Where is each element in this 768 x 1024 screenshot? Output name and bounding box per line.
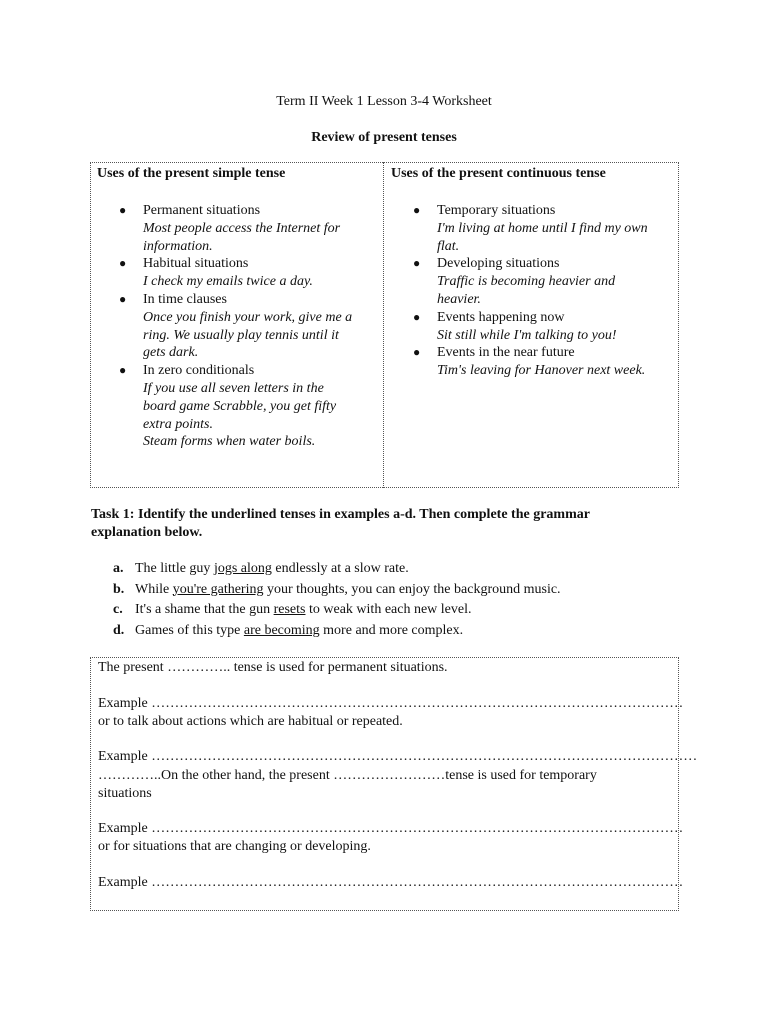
task-instructions — [91, 506, 651, 542]
list-item — [413, 202, 673, 255]
use-example: Steam forms when water boils. — [143, 434, 316, 450]
example-sentence — [135, 621, 463, 642]
fill-line[interactable]: Example ……………………………………………………………………………………………………… — [98, 749, 698, 764]
list-item — [119, 362, 379, 451]
example-letter: c. — [113, 602, 123, 618]
use-label: Developing situations — [437, 256, 560, 272]
use-label: Habitual situations — [143, 256, 249, 272]
bullet-icon: ● — [413, 203, 421, 217]
example-sentence — [135, 559, 409, 580]
task-line: Task 1: Identify the underlined tenses in examples a-d. Then complete the grammar — [91, 507, 590, 522]
sentence-part: It's a shame that the gun — [135, 602, 274, 618]
use-example: flat. — [437, 238, 460, 254]
use-example: board game Scrabble, you get fifty — [143, 398, 337, 414]
use-label: Temporary situations — [437, 203, 556, 218]
task-line: explanation below. — [91, 525, 203, 540]
fill-line[interactable]: Example …………………………………………………………………………………………………… — [98, 875, 684, 890]
list-item — [119, 291, 379, 362]
use-label: Permanent situations — [143, 203, 261, 218]
bullet-icon: ● — [119, 203, 127, 217]
list-item — [413, 255, 673, 308]
use-example: gets dark. — [143, 345, 199, 361]
present-continuous-uses-list — [413, 202, 673, 380]
example-letter: b. — [113, 581, 125, 597]
list-item — [413, 344, 673, 380]
use-label: Events happening now — [437, 309, 565, 325]
sentence-part: The little guy — [135, 561, 214, 576]
list-item — [413, 309, 673, 345]
underlined-tense: resets — [273, 602, 306, 618]
list-item — [119, 255, 379, 291]
fill-line: or to talk about actions which are habitual or repeated. — [98, 714, 403, 729]
list-item — [119, 202, 379, 255]
use-example: extra points. — [143, 416, 213, 432]
example-letter: a. — [113, 561, 124, 576]
underlined-tense: jogs along — [213, 561, 272, 576]
use-example: I check my emails twice a day. — [143, 274, 313, 290]
use-example: heavier. — [437, 291, 481, 307]
present-continuous-heading: Uses of the present continuous tense — [391, 166, 606, 181]
bullet-icon: ● — [119, 363, 127, 378]
present-simple-uses-list — [119, 202, 379, 451]
fill-line[interactable]: Example …………………………………………………………………………………………………… — [98, 696, 684, 711]
use-label: In zero conditionals — [143, 363, 255, 379]
fill-line: situations — [98, 786, 152, 801]
bullet-icon: ● — [413, 309, 421, 324]
use-example: information. — [143, 238, 213, 254]
use-example: If you use all seven letters in the — [143, 380, 324, 396]
sentence-part: to weak with each new level. — [305, 602, 472, 618]
example-sentence — [135, 580, 561, 601]
example-letter: d. — [113, 622, 125, 638]
use-example: ring. We usually play tennis until it — [143, 327, 339, 343]
use-example: Most people access the Internet for — [143, 220, 341, 236]
fill-line[interactable]: The present ………….. tense is used for permanent situations. — [98, 660, 448, 675]
bullet-icon: ● — [413, 256, 421, 271]
bullet-icon: ● — [413, 345, 421, 360]
uses-table-divider — [383, 162, 384, 488]
use-label: In time clauses — [143, 291, 227, 307]
sentence-part: more and more complex. — [319, 622, 464, 638]
worksheet-subtitle: Review of present tenses — [311, 130, 457, 145]
present-simple-heading: Uses of the present simple tense — [97, 166, 286, 181]
fill-line: or for situations that are changing or developing. — [98, 839, 371, 854]
sentence-part: endlessly at a slow rate. — [271, 561, 409, 576]
use-example: Traffic is becoming heavier and — [437, 274, 616, 290]
use-label: Events in the near future — [437, 345, 575, 361]
worksheet-title: Term II Week 1 Lesson 3-4 Worksheet — [276, 94, 492, 109]
underlined-tense: you're gathering — [172, 581, 264, 597]
bullet-icon: ● — [119, 256, 127, 271]
sentence-part: Games of this type — [135, 622, 244, 638]
use-example: Once you finish your work, give me a — [143, 309, 353, 325]
example-sentence — [135, 600, 472, 621]
bullet-icon: ● — [119, 291, 127, 306]
sentence-part: your thoughts, you can enjoy the background music. — [263, 581, 561, 597]
use-example: I'm living at home until I find my own — [437, 220, 648, 236]
sentence-part: While — [135, 581, 173, 597]
use-example: Sit still while I'm talking to you! — [437, 327, 617, 343]
underlined-tense: are becoming — [243, 622, 320, 638]
fill-line[interactable]: Example …………………………………………………………………………………………………… — [98, 821, 684, 836]
fill-line[interactable]: …………..On the other hand, the present ……………………tense is used for temporary — [98, 768, 597, 783]
use-example: Tim's leaving for Hanover next week. — [437, 363, 646, 379]
